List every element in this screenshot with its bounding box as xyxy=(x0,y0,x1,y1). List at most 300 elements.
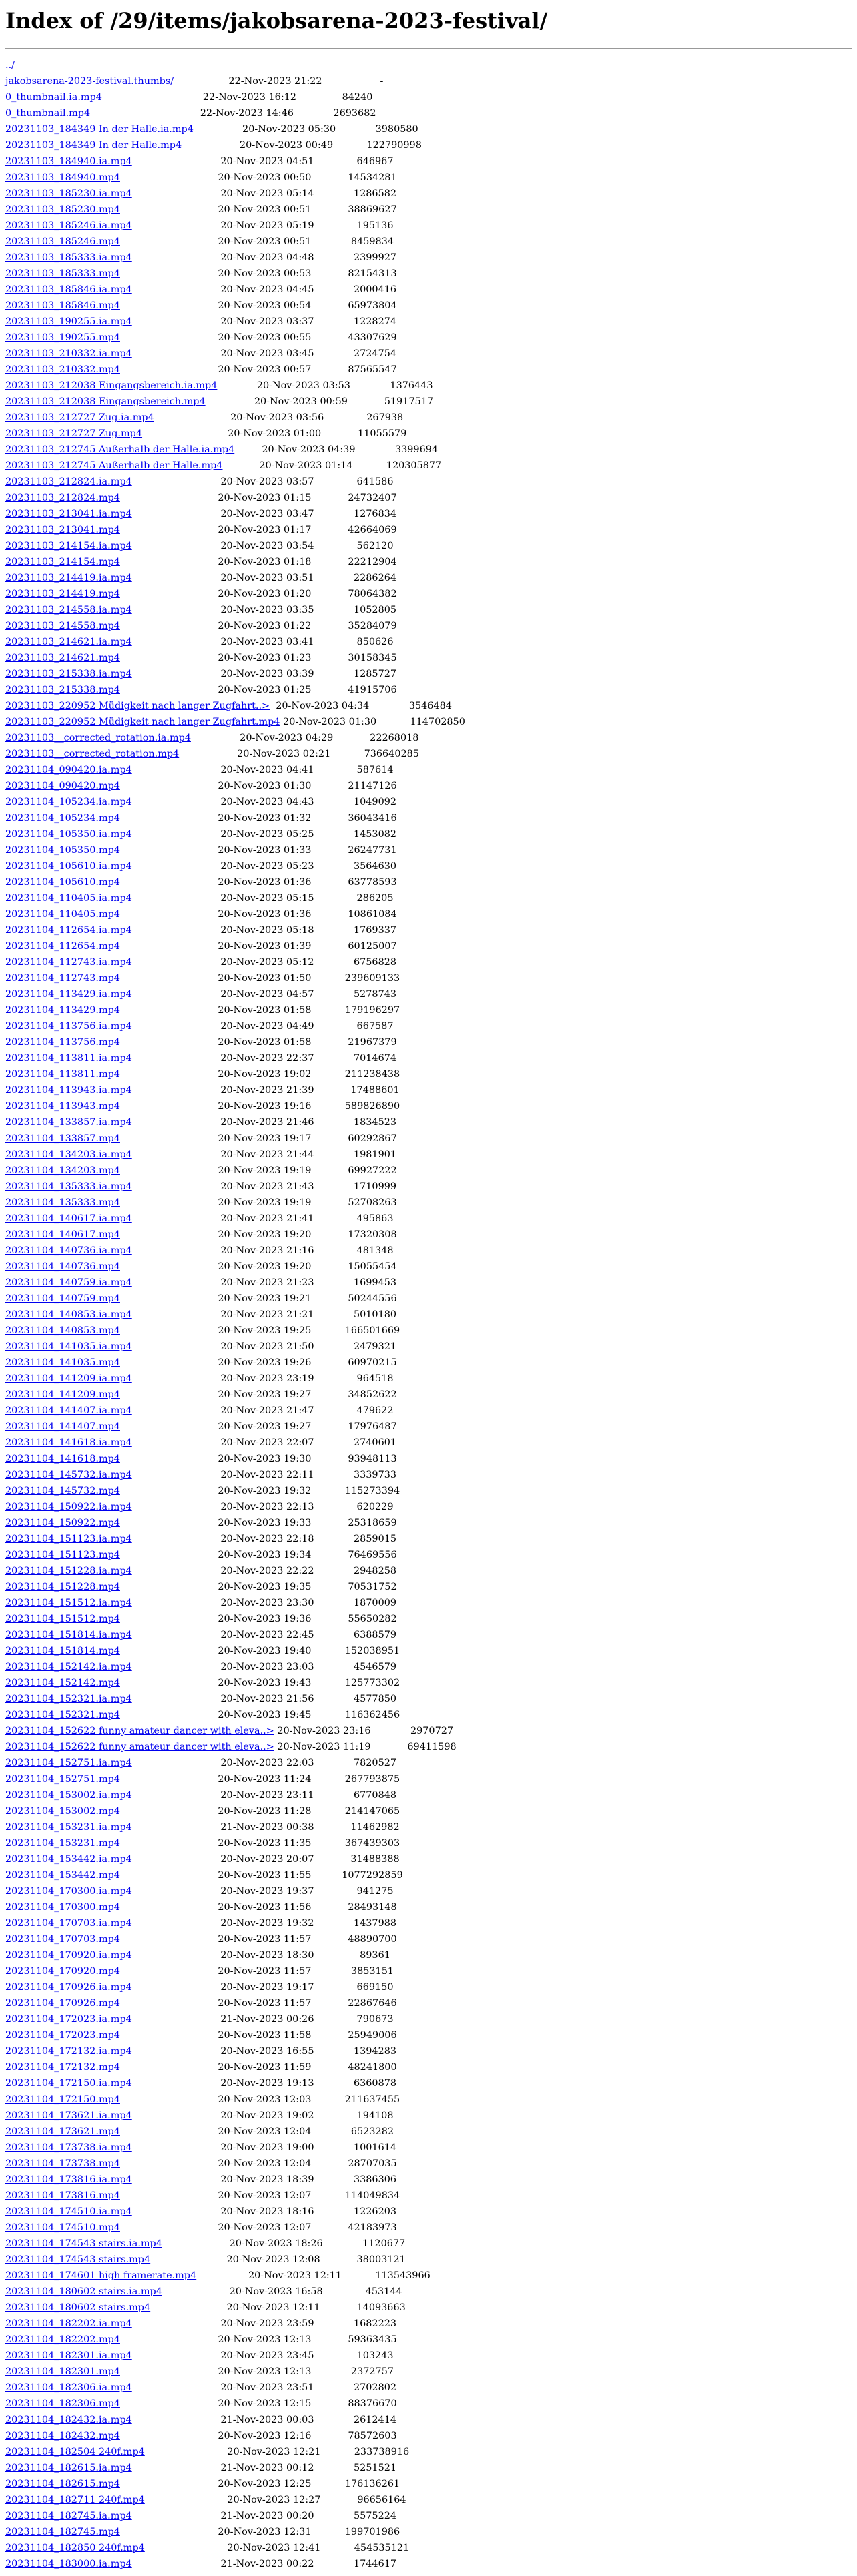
file-link[interactable]: 20231104_153442.mp4 xyxy=(5,1870,120,1881)
column-spacer xyxy=(132,252,221,263)
column-spacer xyxy=(120,653,218,663)
column-spacer xyxy=(311,1582,348,1592)
file-size: 211637455 xyxy=(344,2094,400,2105)
file-link[interactable]: 20231103_214154.mp4 xyxy=(5,557,120,567)
column-spacer xyxy=(206,396,254,407)
column-spacer xyxy=(132,1309,221,1320)
modified-date: 20-Nov-2023 19:00 xyxy=(220,2142,314,2153)
file-link[interactable]: 20231103_184940.ia.mp4 xyxy=(5,156,132,167)
file-link[interactable]: 20231104_105610.ia.mp4 xyxy=(5,861,132,872)
file-link[interactable]: 20231104_150922.mp4 xyxy=(5,1518,120,1528)
file-link[interactable]: 20231104_153231.mp4 xyxy=(5,1838,120,1849)
column-spacer xyxy=(336,124,375,135)
modified-date: 20-Nov-2023 19:45 xyxy=(218,1710,312,1720)
modified-date: 20-Nov-2023 19:19 xyxy=(218,1197,312,1208)
listing-row xyxy=(5,554,852,570)
file-link[interactable]: 20231104_173816.mp4 xyxy=(5,2190,120,2201)
file-size: 15055454 xyxy=(348,1261,397,1272)
file-link[interactable]: 20231103_185246.ia.mp4 xyxy=(5,220,132,231)
column-spacer xyxy=(311,1710,344,1720)
file-link[interactable]: 20231104_113811.ia.mp4 xyxy=(5,1053,132,1064)
file-link[interactable]: 20231103_210332.ia.mp4 xyxy=(5,348,132,359)
listing-row xyxy=(5,1275,852,1291)
file-link[interactable]: 20231103_212038 Eingangsbereich.mp4 xyxy=(5,396,206,407)
file-link[interactable]: 0_thumbnail.mp4 xyxy=(5,108,91,119)
file-link[interactable]: 20231104_172150.ia.mp4 xyxy=(5,2078,132,2089)
file-link[interactable]: 20231104_182301.mp4 xyxy=(5,2366,120,2377)
file-link[interactable]: 20231103_212745 Außerhalb der Halle.ia.mp4 xyxy=(5,444,235,455)
file-link[interactable]: 20231103_185846.mp4 xyxy=(5,300,120,311)
column-spacer xyxy=(323,2238,362,2249)
column-spacer xyxy=(314,797,354,808)
file-link[interactable]: 20231104_172132.ia.mp4 xyxy=(5,2046,132,2057)
file-size: 152038951 xyxy=(344,1646,400,1656)
column-spacer xyxy=(120,268,218,279)
file-link[interactable]: 20231104_113943.ia.mp4 xyxy=(5,1085,132,1096)
file-link[interactable]: 20231104_105350.mp4 xyxy=(5,845,120,856)
file-link[interactable]: 20231103_214621.ia.mp4 xyxy=(5,637,132,647)
file-size: 267938 xyxy=(366,412,404,423)
column-spacer xyxy=(311,172,348,183)
file-link[interactable]: 20231104_173621.mp4 xyxy=(5,2126,120,2137)
file-link[interactable]: 20231104_140853.mp4 xyxy=(5,1325,120,1336)
modified-date: 20-Nov-2023 19:20 xyxy=(218,1261,312,1272)
listing-row xyxy=(5,2332,852,2348)
listing-row xyxy=(5,682,852,698)
listing-row xyxy=(5,2396,852,2412)
file-link[interactable]: 20231104_151123.ia.mp4 xyxy=(5,1534,132,1544)
file-link[interactable]: 20231104_182306.ia.mp4 xyxy=(5,2382,132,2393)
file-link[interactable]: 20231104_152751.mp4 xyxy=(5,1774,120,1785)
file-link[interactable]: 20231104_113756.mp4 xyxy=(5,1037,120,1048)
file-link[interactable]: 20231104_113756.ia.mp4 xyxy=(5,1021,132,1032)
file-link[interactable]: 20231104_140853.ia.mp4 xyxy=(5,1309,132,1320)
parent-directory-link[interactable]: ../ xyxy=(5,60,15,71)
file-link[interactable]: 20231104_172023.mp4 xyxy=(5,2030,120,2041)
column-spacer xyxy=(314,1373,357,1384)
modified-date: 20-Nov-2023 21:43 xyxy=(220,1181,314,1192)
file-link[interactable]: 20231104_170703.mp4 xyxy=(5,1934,120,1945)
file-size: 1052805 xyxy=(353,605,397,615)
column-spacer xyxy=(314,605,354,615)
file-link[interactable]: 20231104_141618.mp4 xyxy=(5,1454,120,1464)
file-link[interactable]: 20231104_105234.ia.mp4 xyxy=(5,797,132,808)
file-link[interactable]: 20231103_210332.mp4 xyxy=(5,364,120,375)
file-link[interactable]: 20231104_170703.ia.mp4 xyxy=(5,1918,132,1929)
file-size: 3399694 xyxy=(394,444,439,455)
file-link[interactable]: 20231104_153231.ia.mp4 xyxy=(5,1822,132,1833)
listing-row xyxy=(5,1883,852,1899)
modified-date: 20-Nov-2023 04:41 xyxy=(220,765,314,775)
column-spacer xyxy=(132,669,221,679)
column-spacer xyxy=(120,1678,218,1688)
file-size: 3546484 xyxy=(408,701,452,711)
file-link[interactable]: 20231103_213041.ia.mp4 xyxy=(5,509,132,519)
file-link[interactable]: 20231103_185846.ia.mp4 xyxy=(5,284,132,295)
file-link[interactable]: 20231104_170920.ia.mp4 xyxy=(5,1950,132,1961)
file-link[interactable]: 20231104_182306.mp4 xyxy=(5,2398,120,2409)
file-link[interactable]: 20231104_151123.mp4 xyxy=(5,1550,120,1560)
file-link[interactable]: 20231104_174543 stairs.mp4 xyxy=(5,2254,151,2265)
file-link[interactable]: 20231104_140759.mp4 xyxy=(5,1293,120,1304)
file-link[interactable]: 20231103_185333.ia.mp4 xyxy=(5,252,132,263)
file-link[interactable]: 20231104_182745.ia.mp4 xyxy=(5,2511,132,2521)
file-link[interactable]: 20231104_170300.mp4 xyxy=(5,1902,120,1913)
file-link[interactable]: 20231103_220952 Müdigkeit nach langer Zugfahrt.mp4 xyxy=(5,717,280,727)
column-spacer xyxy=(311,2062,348,2073)
file-link[interactable]: 20231104_152622 funny amateur dancer with eleva..> xyxy=(5,1742,274,1752)
column-spacer xyxy=(132,893,221,904)
modified-date: 20-Nov-2023 19:17 xyxy=(218,1133,312,1144)
file-link[interactable]: 20231103_220952 Müdigkeit nach langer Zugfahrt..> xyxy=(5,701,270,711)
column-spacer xyxy=(314,2078,354,2089)
column-spacer xyxy=(132,2014,221,2025)
file-link[interactable]: 20231104_152622 funny amateur dancer with eleva..> xyxy=(5,1726,274,1736)
file-link[interactable]: 20231104_141209.ia.mp4 xyxy=(5,1373,132,1384)
column-spacer xyxy=(314,1886,357,1897)
column-spacer xyxy=(314,861,354,872)
file-link[interactable]: 20231103_214419.mp4 xyxy=(5,589,120,599)
file-link[interactable]: 20231104_134203.mp4 xyxy=(5,1165,120,1176)
file-link[interactable]: 20231104_182432.mp4 xyxy=(5,2431,120,2441)
modified-date: 20-Nov-2023 22:37 xyxy=(220,1053,314,1064)
column-spacer xyxy=(311,685,348,695)
column-spacer xyxy=(120,2479,218,2489)
file-link[interactable]: 20231104_151228.mp4 xyxy=(5,1582,120,1592)
column-spacer xyxy=(314,1437,354,1448)
file-size: 1699453 xyxy=(353,1277,397,1288)
file-link[interactable]: 20231103_215338.mp4 xyxy=(5,685,120,695)
file-link[interactable]: 20231103_214621.mp4 xyxy=(5,653,120,663)
file-size: 479622 xyxy=(356,1405,394,1416)
column-spacer xyxy=(314,765,357,775)
column-spacer xyxy=(132,2382,221,2393)
file-link[interactable]: 20231104_112743.ia.mp4 xyxy=(5,957,132,968)
column-spacer xyxy=(323,2286,366,2297)
file-link[interactable]: 20231103_212824.ia.mp4 xyxy=(5,476,132,487)
modified-date: 20-Nov-2023 11:57 xyxy=(218,1966,312,1977)
listing-row xyxy=(5,1755,852,1771)
file-link[interactable]: 20231104_113811.mp4 xyxy=(5,1069,120,1080)
file-link[interactable]: 20231104_173816.ia.mp4 xyxy=(5,2174,132,2185)
file-size: 5575224 xyxy=(353,2511,397,2521)
listing-row xyxy=(5,474,852,490)
column-spacer xyxy=(314,2110,357,2121)
column-spacer xyxy=(182,140,240,151)
file-link[interactable]: 20231104_135333.mp4 xyxy=(5,1197,120,1208)
listing-row xyxy=(5,1739,852,1755)
file-link[interactable]: 20231104_182711 240f.mp4 xyxy=(5,2495,145,2505)
file-link[interactable]: 20231104_182301.ia.mp4 xyxy=(5,2350,132,2361)
file-link[interactable]: 20231104_090420.mp4 xyxy=(5,781,120,791)
file-link[interactable]: 20231104_151512.mp4 xyxy=(5,1614,120,1624)
column-spacer xyxy=(311,845,348,856)
file-link[interactable]: 20231104_180602 stairs.ia.mp4 xyxy=(5,2286,162,2297)
listing-row xyxy=(5,522,852,538)
file-link[interactable]: 20231104_140759.ia.mp4 xyxy=(5,1277,132,1288)
column-spacer xyxy=(314,1630,354,1640)
file-link[interactable]: jakobsarena-2023-festival.thumbs/ xyxy=(5,76,174,87)
listing-row xyxy=(5,602,852,618)
file-link[interactable]: 20231104_182202.ia.mp4 xyxy=(5,2318,132,2329)
column-spacer xyxy=(120,1582,218,1592)
file-link[interactable]: 20231103_214419.ia.mp4 xyxy=(5,573,132,583)
listing-row xyxy=(5,2284,852,2300)
modified-date: 20-Nov-2023 03:39 xyxy=(220,669,314,679)
listing-row xyxy=(5,954,852,970)
file-link[interactable]: 20231103_185230.ia.mp4 xyxy=(5,188,132,199)
file-link[interactable]: 20231103_214154.ia.mp4 xyxy=(5,541,132,551)
file-link[interactable]: 20231104_141209.mp4 xyxy=(5,1389,120,1400)
file-link[interactable]: 20231103_212038 Eingangsbereich.ia.mp4 xyxy=(5,380,218,391)
file-link[interactable]: 20231104_141035.mp4 xyxy=(5,1357,120,1368)
file-link[interactable]: 20231104_172132.mp4 xyxy=(5,2062,120,2073)
file-link[interactable]: 20231104_170920.mp4 xyxy=(5,1966,120,1977)
file-link[interactable]: 20231104_141035.ia.mp4 xyxy=(5,1341,132,1352)
column-spacer xyxy=(296,92,342,103)
file-link[interactable]: 20231103_212745 Außerhalb der Halle.mp4 xyxy=(5,460,223,471)
listing-row xyxy=(5,1515,852,1531)
modified-date: 20-Nov-2023 20:07 xyxy=(220,1854,314,1865)
column-spacer xyxy=(132,925,221,936)
modified-date: 22-Nov-2023 14:46 xyxy=(200,108,294,119)
file-link[interactable]: 20231104_113429.ia.mp4 xyxy=(5,989,132,1000)
file-link[interactable]: 20231104_152142.mp4 xyxy=(5,1678,120,1688)
file-link[interactable]: 20231104_173738.mp4 xyxy=(5,2158,120,2169)
column-spacer xyxy=(132,1181,221,1192)
listing-row xyxy=(5,890,852,906)
file-link[interactable]: 20231104_182850 240f.mp4 xyxy=(5,2543,145,2553)
modified-date: 20-Nov-2023 19:02 xyxy=(218,1069,312,1080)
file-link[interactable]: 20231104_152321.ia.mp4 xyxy=(5,1694,132,1704)
file-link[interactable]: 20231103_184940.mp4 xyxy=(5,172,120,183)
listing-row xyxy=(5,874,852,890)
file-link[interactable]: 20231104_170300.ia.mp4 xyxy=(5,1886,132,1897)
column-spacer xyxy=(314,573,354,583)
file-link[interactable]: 20231104_150922.ia.mp4 xyxy=(5,1502,132,1512)
file-size: 60970215 xyxy=(348,1357,397,1368)
file-link[interactable]: 20231103__corrected_rotation.ia.mp4 xyxy=(5,733,191,743)
file-link[interactable]: 20231104_133857.mp4 xyxy=(5,1133,120,1144)
file-link[interactable]: 20231103_185333.mp4 xyxy=(5,268,120,279)
file-link[interactable]: 20231103_212727 Zug.mp4 xyxy=(5,428,143,439)
column-spacer xyxy=(370,1742,407,1752)
file-size: 562120 xyxy=(356,541,394,551)
file-link[interactable]: 20231104_174510.ia.mp4 xyxy=(5,2206,132,2217)
file-link[interactable]: 20231104_112743.mp4 xyxy=(5,973,120,984)
modified-date: 20-Nov-2023 12:08 xyxy=(226,2254,320,2265)
file-size: 60292867 xyxy=(348,1133,397,1144)
file-link[interactable]: 20231104_174510.mp4 xyxy=(5,2222,120,2233)
file-link[interactable]: 20231104_090420.ia.mp4 xyxy=(5,765,132,775)
listing-row xyxy=(5,1851,852,1867)
file-size: 120305877 xyxy=(386,460,442,471)
file-link[interactable]: 20231103_185246.mp4 xyxy=(5,236,120,247)
file-link[interactable]: 20231104_153002.mp4 xyxy=(5,1806,120,1817)
column-spacer xyxy=(311,1870,342,1881)
modified-date: 22-Nov-2023 21:22 xyxy=(228,76,322,87)
file-link[interactable]: 20231104_182202.mp4 xyxy=(5,2334,120,2345)
column-spacer xyxy=(120,1357,218,1368)
column-spacer xyxy=(314,220,357,231)
file-link[interactable]: 20231103_184349 In der Halle.mp4 xyxy=(5,140,182,151)
file-link[interactable]: 20231104_182615.mp4 xyxy=(5,2479,120,2489)
listing-row xyxy=(5,1915,852,1931)
column-spacer xyxy=(132,2511,221,2521)
file-link[interactable]: 20231104_152321.mp4 xyxy=(5,1710,120,1720)
modified-date: 20-Nov-2023 03:41 xyxy=(220,637,314,647)
file-link[interactable]: 20231104_174543 stairs.ia.mp4 xyxy=(5,2238,162,2249)
file-link[interactable]: 20231104_183000.ia.mp4 xyxy=(5,2559,132,2569)
file-link[interactable]: 0_thumbnail.ia.mp4 xyxy=(5,92,102,103)
column-spacer xyxy=(120,589,218,599)
file-link[interactable]: 20231104_113429.mp4 xyxy=(5,1005,120,1016)
listing-row xyxy=(5,986,852,1002)
column-spacer xyxy=(376,717,410,727)
file-size: 1870009 xyxy=(353,1598,397,1608)
column-spacer xyxy=(120,685,218,695)
column-spacer xyxy=(132,1213,221,1224)
file-link[interactable]: 20231104_133857.ia.mp4 xyxy=(5,1117,132,1128)
file-link[interactable]: 20231104_182745.mp4 xyxy=(5,2527,120,2537)
file-link[interactable]: 20231104_173621.ia.mp4 xyxy=(5,2110,132,2121)
file-size: 2740601 xyxy=(353,1437,397,1448)
column-spacer xyxy=(132,829,221,840)
file-link[interactable]: 20231104_135333.ia.mp4 xyxy=(5,1181,132,1192)
file-link[interactable]: 20231103_185230.mp4 xyxy=(5,204,120,215)
file-link[interactable]: 20231104_110405.ia.mp4 xyxy=(5,893,132,904)
file-link[interactable]: 20231103_184349 In der Halle.ia.mp4 xyxy=(5,124,194,135)
file-size: 1769337 xyxy=(353,925,397,936)
file-link[interactable]: 20231104_182432.ia.mp4 xyxy=(5,2414,132,2425)
file-link[interactable]: 20231104_182615.ia.mp4 xyxy=(5,2463,132,2473)
file-link[interactable]: 20231104_105350.ia.mp4 xyxy=(5,829,132,840)
modified-date: 20-Nov-2023 11:28 xyxy=(218,1806,312,1817)
column-spacer xyxy=(320,2543,354,2553)
file-link[interactable]: 20231104_110405.mp4 xyxy=(5,909,120,920)
file-link[interactable]: 20231103_214558.ia.mp4 xyxy=(5,605,132,615)
listing-row xyxy=(5,586,852,602)
file-link[interactable]: 20231104_172150.mp4 xyxy=(5,2094,120,2105)
modified-date: 20-Nov-2023 19:26 xyxy=(218,1357,312,1368)
file-link[interactable]: 20231104_180602 stairs.mp4 xyxy=(5,2302,151,2313)
column-spacer xyxy=(311,1357,348,1368)
file-link[interactable]: 20231104_170926.mp4 xyxy=(5,1998,120,2009)
file-link[interactable]: 20231104_134203.ia.mp4 xyxy=(5,1149,132,1160)
file-link[interactable]: 20231104_140736.ia.mp4 xyxy=(5,1245,132,1256)
file-link[interactable]: 20231103_190255.mp4 xyxy=(5,332,120,343)
file-size: 30158345 xyxy=(348,653,397,663)
file-size: 790673 xyxy=(356,2014,394,2025)
file-link[interactable]: 20231104_141618.ia.mp4 xyxy=(5,1437,132,1448)
modified-date: 20-Nov-2023 01:30 xyxy=(218,781,312,791)
modified-date: 21-Nov-2023 00:20 xyxy=(220,2511,314,2521)
file-link[interactable]: 20231104_152751.ia.mp4 xyxy=(5,1758,132,1768)
file-link[interactable]: 20231104_173738.ia.mp4 xyxy=(5,2142,132,2153)
file-link[interactable]: 20231103_212824.mp4 xyxy=(5,493,120,503)
listing-row xyxy=(5,826,852,842)
listing-row xyxy=(5,1291,852,1307)
file-link[interactable]: 20231104_113943.mp4 xyxy=(5,1101,120,1112)
modified-date: 20-Nov-2023 01:36 xyxy=(218,877,312,888)
file-size: - xyxy=(380,76,384,87)
listing-row xyxy=(5,1899,852,1915)
column-spacer xyxy=(179,749,237,759)
file-link[interactable]: 20231104_112654.ia.mp4 xyxy=(5,925,132,936)
modified-date: 20-Nov-2023 00:59 xyxy=(254,396,348,407)
file-link[interactable]: 20231104_105610.mp4 xyxy=(5,877,120,888)
file-size: 1228274 xyxy=(353,316,397,327)
file-link[interactable]: 20231104_153442.ia.mp4 xyxy=(5,1854,132,1865)
file-link[interactable]: 20231104_151228.ia.mp4 xyxy=(5,1566,132,1576)
file-size: 22212904 xyxy=(348,557,397,567)
file-link[interactable]: 20231104_140617.mp4 xyxy=(5,1229,120,1240)
column-spacer xyxy=(314,1918,354,1929)
modified-date: 21-Nov-2023 00:03 xyxy=(220,2414,314,2425)
file-link[interactable]: 20231104_172023.ia.mp4 xyxy=(5,2014,132,2025)
file-link[interactable]: 20231103_212727 Zug.ia.mp4 xyxy=(5,412,154,423)
file-link[interactable]: 20231104_141407.ia.mp4 xyxy=(5,1405,132,1416)
file-link[interactable]: 20231104_151814.ia.mp4 xyxy=(5,1630,132,1640)
file-size: 21147126 xyxy=(348,781,397,791)
file-link[interactable]: 20231103_190255.ia.mp4 xyxy=(5,316,132,327)
column-spacer xyxy=(324,412,366,423)
column-spacer xyxy=(120,2062,218,2073)
file-link[interactable]: 20231103_215338.ia.mp4 xyxy=(5,669,132,679)
file-link[interactable]: 20231104_145732.mp4 xyxy=(5,1486,120,1496)
file-link[interactable]: 20231103__corrected_rotation.mp4 xyxy=(5,749,180,759)
column-spacer xyxy=(120,1069,218,1080)
column-spacer xyxy=(311,1165,348,1176)
column-spacer xyxy=(132,1694,221,1704)
modified-date: 20-Nov-2023 04:29 xyxy=(240,733,334,743)
file-size: 48890700 xyxy=(348,1934,397,1945)
column-spacer xyxy=(333,733,370,743)
file-link[interactable]: 20231104_151814.mp4 xyxy=(5,1646,120,1656)
file-link[interactable]: 20231103_213041.mp4 xyxy=(5,525,120,535)
file-link[interactable]: 20231104_112654.mp4 xyxy=(5,941,120,952)
column-spacer xyxy=(314,2206,354,2217)
file-link[interactable]: 20231104_105234.mp4 xyxy=(5,813,120,824)
modified-date: 20-Nov-2023 19:35 xyxy=(218,1582,312,1592)
file-link[interactable]: 20231104_140617.ia.mp4 xyxy=(5,1213,132,1224)
column-spacer xyxy=(311,2366,350,2377)
file-link[interactable]: 20231104_170926.ia.mp4 xyxy=(5,1982,132,1993)
file-link[interactable]: 20231104_141407.mp4 xyxy=(5,1421,120,1432)
file-link[interactable]: 20231104_153002.ia.mp4 xyxy=(5,1790,132,1801)
file-link[interactable]: 20231104_145732.ia.mp4 xyxy=(5,1470,132,1480)
modified-date: 20-Nov-2023 03:37 xyxy=(220,316,314,327)
file-link[interactable]: 20231104_152142.ia.mp4 xyxy=(5,1662,132,1672)
modified-date: 20-Nov-2023 22:22 xyxy=(220,1566,314,1576)
column-spacer xyxy=(196,2270,248,2281)
file-link[interactable]: 20231104_151512.ia.mp4 xyxy=(5,1598,132,1608)
file-link[interactable]: 20231104_174601 high framerate.mp4 xyxy=(5,2270,197,2281)
column-spacer xyxy=(132,1662,221,1672)
file-link[interactable]: 20231104_182504 240f.mp4 xyxy=(5,2447,145,2457)
listing-row xyxy=(5,1867,852,1883)
column-spacer xyxy=(132,2463,221,2473)
listing-row xyxy=(5,2492,852,2508)
modified-date: 20-Nov-2023 21:44 xyxy=(220,1149,314,1160)
file-size: 646967 xyxy=(356,156,394,167)
column-spacer xyxy=(120,973,218,984)
column-spacer xyxy=(132,989,221,1000)
file-size: 1710999 xyxy=(353,1181,397,1192)
file-link[interactable]: 20231103_214558.mp4 xyxy=(5,621,120,631)
column-spacer xyxy=(311,364,348,375)
file-link[interactable]: 20231104_140736.mp4 xyxy=(5,1261,120,1272)
